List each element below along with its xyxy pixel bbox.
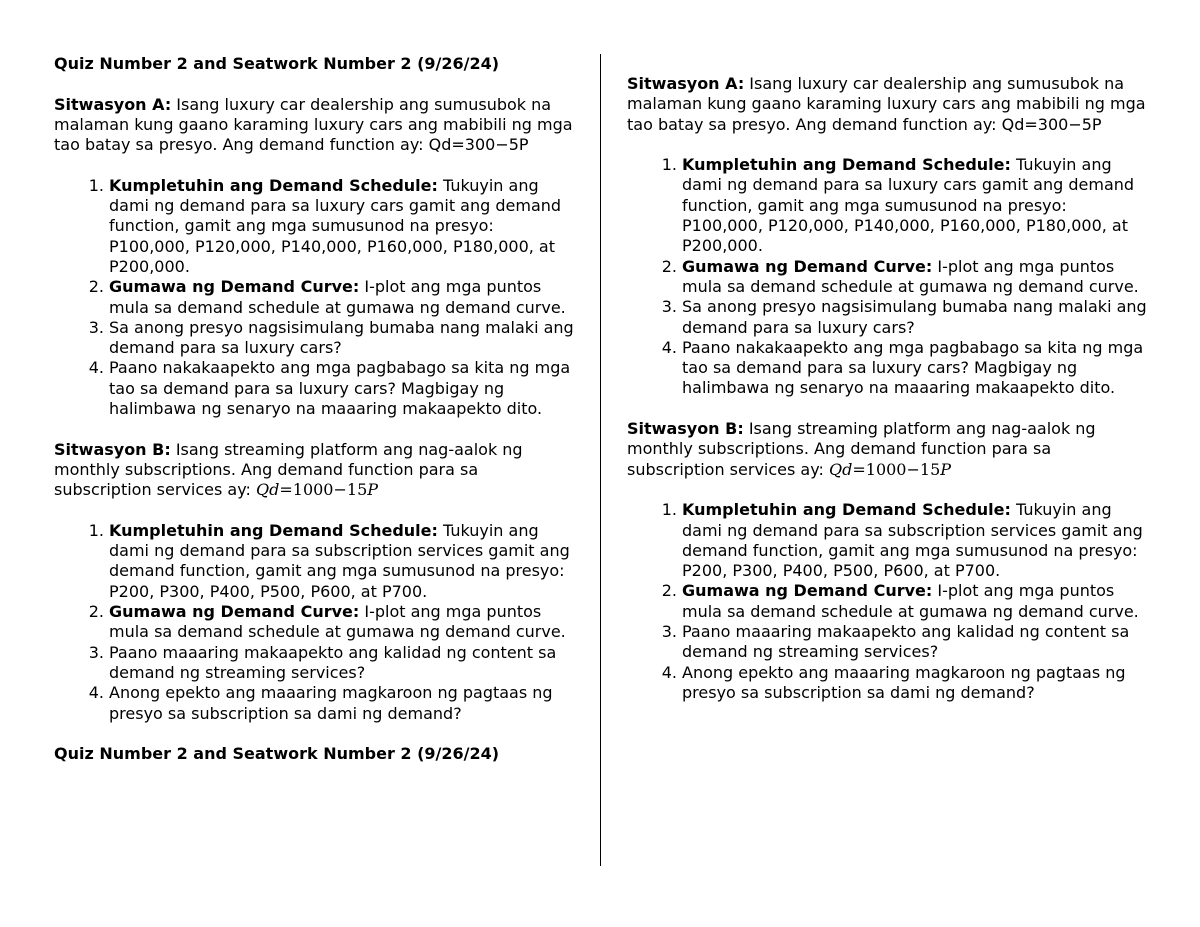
situation-a-paragraph: [54, 95, 576, 156]
item-number: 2.: [661, 581, 677, 601]
item-number: 4.: [661, 662, 677, 682]
column-divider: [600, 54, 601, 866]
item-text: Sa anong presyo nagsisimulang bumaba nang malaki ang demand para sa luxury cars?: [109, 317, 574, 358]
list-item: [54, 176, 576, 277]
demand-formula: [829, 460, 951, 479]
item-text: Sa anong presyo nagsisimulang bumaba nang malaki ang demand para sa luxury cars?: [682, 297, 1147, 337]
item-text: Tukuyin ang dami ng demand para sa luxury cars gamit ang demand function, gamit ang mga sumusunod na presyo: P100,000, P120,000, P140,000, P160,000, P180,000, at P200,000.: [109, 175, 562, 276]
list-item: [54, 643, 576, 684]
item-label: Gumawa ng Demand Curve:: [682, 581, 933, 601]
item-label: Kumpletuhin ang Demand Schedule:: [109, 520, 438, 540]
item-text: I-plot ang mga puntos mula sa demand schedule at gumawa ng demand curve.: [682, 581, 1139, 621]
situation-b-list: [54, 521, 576, 724]
situation-a-paragraph: [627, 74, 1149, 135]
item-label: Gumawa ng Demand Curve:: [109, 602, 360, 622]
item-text: Tukuyin ang dami ng demand para sa luxury cars gamit ang demand function, gamit ang mga sumusunod na presyo: P100,000, P120,000, P140,000, P160,000, P180,000, at P200,000.: [682, 155, 1135, 256]
formula-var: P: [367, 480, 379, 500]
list-item: [627, 500, 1149, 581]
list-item: [54, 358, 576, 419]
item-text: I-plot ang mga puntos mula sa demand schedule at gumawa ng demand curve.: [682, 256, 1139, 296]
list-item: [54, 521, 576, 602]
list-item: [627, 622, 1149, 663]
item-number: 1.: [88, 175, 104, 195]
list-item: [627, 257, 1149, 298]
item-number: 3.: [661, 297, 677, 317]
situation-a-list: [54, 176, 576, 420]
situation-b-text: Isang streaming platform ang nag-aalok ng monthly subscriptions. Ang demand function para sa subscription services ay:: [627, 419, 1096, 479]
item-label: Gumawa ng Demand Curve:: [682, 256, 933, 276]
list-item: [54, 602, 576, 643]
formula-rhs: =1000−15: [852, 459, 941, 479]
list-item: [627, 338, 1149, 399]
formula-lhs: Qd: [829, 459, 853, 479]
item-label: Kumpletuhin ang Demand Schedule:: [682, 155, 1011, 175]
item-number: 3.: [88, 317, 104, 337]
item-text: Paano nakakaapekto ang mga pagbabago sa kita ng mga tao sa demand para sa luxury cars? Magbigay ng halimbawa ng senaryo na maaaring makaapekto dito.: [109, 358, 571, 419]
situation-a-list: [627, 155, 1149, 399]
situation-b-list: [627, 500, 1149, 703]
situation-a-text: Isang luxury car dealership ang sumusubok na malaman kung gaano karaming luxury cars ang mabibili ng mga tao batay sa presyo. Ang demand function ay: Qd=300−5P: [54, 94, 573, 155]
item-number: 1.: [661, 155, 677, 175]
item-number: 3.: [88, 642, 104, 662]
item-text: Anong epekto ang maaaring magkaroon ng pagtaas ng presyo sa subscription sa dami ng demand?: [682, 662, 1126, 702]
list-item: [627, 297, 1149, 338]
item-label: Kumpletuhin ang Demand Schedule:: [682, 500, 1011, 520]
item-number: 2.: [88, 277, 104, 297]
situation-b-paragraph: [627, 419, 1149, 480]
header-title: Quiz Number 2 and Seatwork Number 2 (9/26/24): [54, 54, 500, 73]
list-item: [54, 277, 576, 318]
right-column: [627, 74, 1149, 703]
item-text: I-plot ang mga puntos mula sa demand schedule at gumawa ng demand curve.: [109, 277, 566, 317]
list-item: [54, 318, 576, 359]
formula-var: P: [940, 459, 952, 479]
item-text: Tukuyin ang dami ng demand para sa subscription services gamit ang demand function, gamit ang mga sumusunod na presyo: P200, P300, P400, P500, P600, at P700.: [682, 500, 1143, 581]
demand-formula: [256, 480, 378, 499]
left-column: [54, 54, 576, 764]
item-number: 4.: [88, 683, 104, 703]
formula-rhs: =1000−15: [279, 480, 368, 500]
situation-b-label: Sitwasyon B:: [627, 419, 744, 439]
situation-b-label: Sitwasyon B:: [54, 439, 171, 459]
item-text: Tukuyin ang dami ng demand para sa subscription services gamit ang demand function, gamit ang mga sumusunod na presyo: P200, P300, P400, P500, P600, at P700.: [109, 520, 570, 601]
item-text: Anong epekto ang maaaring magkaroon ng pagtaas ng presyo sa subscription sa dami ng demand?: [109, 683, 553, 723]
item-number: 1.: [88, 520, 104, 540]
list-item: [627, 581, 1149, 622]
item-label: Gumawa ng Demand Curve:: [109, 277, 360, 297]
list-item: [627, 663, 1149, 704]
list-item: [54, 683, 576, 724]
situation-a-label: Sitwasyon A:: [54, 94, 172, 114]
list-item: [627, 155, 1149, 256]
item-text: Paano maaaring makaapekto ang kalidad ng content sa demand ng streaming services?: [682, 622, 1130, 662]
item-text: Paano nakakaapekto ang mga pagbabago sa kita ng mga tao sa demand para sa luxury cars? Magbigay ng halimbawa ng senaryo na maaaring makaapekto dito.: [682, 337, 1144, 398]
formula-lhs: Qd: [256, 480, 280, 500]
situation-b-text: Isang streaming platform ang nag-aalok ng monthly subscriptions. Ang demand function para sa subscription services ay:: [54, 439, 523, 500]
situation-a-label: Sitwasyon A:: [627, 74, 745, 93]
item-number: 2.: [88, 602, 104, 622]
item-number: 4.: [88, 358, 104, 378]
item-number: 4.: [661, 337, 677, 357]
item-number: 3.: [661, 622, 677, 642]
situation-a-text: Isang luxury car dealership ang sumusubok na malaman kung gaano karaming luxury cars ang mabibili ng mga tao batay sa presyo. Ang demand function ay: Qd=300−5P: [627, 74, 1146, 134]
item-text: I-plot ang mga puntos mula sa demand schedule at gumawa ng demand curve.: [109, 602, 566, 642]
item-text: Paano maaaring makaapekto ang kalidad ng content sa demand ng streaming services?: [109, 642, 557, 682]
footer-title: Quiz Number 2 and Seatwork Number 2 (9/26/24): [54, 744, 500, 764]
item-number: 1.: [661, 500, 677, 520]
item-number: 2.: [661, 256, 677, 276]
item-label: Kumpletuhin ang Demand Schedule:: [109, 175, 438, 195]
situation-b-paragraph: [54, 440, 576, 501]
